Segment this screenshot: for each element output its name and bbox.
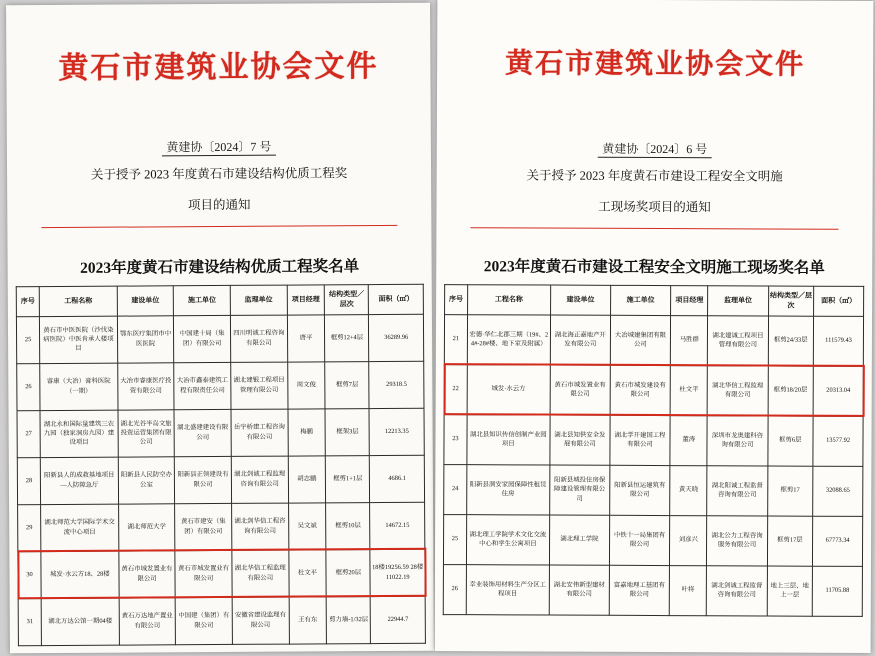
document-number-text: 黄建协〔2024〕7 号: [162, 140, 275, 157]
cell-no: 26: [17, 363, 40, 410]
cell-builder: 黄石市城发建设有限公司: [610, 365, 670, 415]
cell-supervisor: 湖北华信工程监理有限公司: [232, 550, 289, 597]
cell-builder: 湖北盛建建设有限公司: [174, 409, 231, 456]
cell-no: 26: [443, 564, 466, 614]
cell-project: 宏德·华仁北郡三期（19#、24#-28#楼、地下室及附属）: [467, 314, 550, 364]
cell-project: 湖北万达公馆一期04楼: [41, 598, 119, 645]
cell-supervisor: 岳宇桥建工程咨询有限公司: [231, 409, 288, 456]
cell-owner: 湖北理工学院: [549, 515, 609, 565]
document-subject-line-1: 关于授予 2023 年度黄石市建设工程安全文明施: [526, 168, 783, 184]
cell-owner: 湖北海正嘉地产开发有限公司: [550, 315, 610, 365]
cell-no: 25: [16, 316, 39, 363]
table-header-row: [16, 285, 423, 317]
column-header: 序号: [445, 285, 468, 314]
cell-structure: 框剪20层: [326, 549, 370, 596]
cell-supervisor: 湖北建诚工程项目管理有限公司: [708, 315, 768, 365]
table-row: [17, 455, 424, 504]
cell-supervisor: 湖北阳诚工程监督咨询有限公司: [707, 465, 767, 515]
cell-manager: 马胜群: [670, 315, 708, 365]
cell-no: 28: [17, 457, 40, 504]
column-header: 施工单位: [610, 286, 670, 316]
cell-project: 湖北理工学院学术文化交流中心和学生公寓项目: [466, 514, 549, 564]
column-header: 建设单位: [550, 285, 610, 315]
cell-structure: 框剪10层: [326, 502, 370, 549]
table-header-row: [445, 285, 864, 316]
document-left: [6, 3, 434, 654]
column-header: 结构类型／层次: [325, 285, 369, 315]
table-row: [17, 361, 424, 410]
table-row: [18, 502, 425, 551]
awards-table-right: [443, 284, 864, 616]
cell-no: 23: [444, 414, 467, 464]
cell-structure: 框剪12+4层: [325, 314, 369, 361]
cell-manager: 周文俊: [287, 361, 325, 408]
cell-manager: 胡志鹏: [288, 455, 326, 502]
cell-supervisor: 湖北剑诚工程监督咨询有限公司: [707, 565, 767, 615]
cell-owner: 湖北师范大学: [118, 503, 175, 550]
cell-no: 21: [444, 314, 467, 364]
cell-manager: 唐平: [287, 314, 325, 361]
cell-manager: 董涛: [670, 415, 708, 465]
red-divider-rule: [41, 225, 397, 228]
cell-structure: 框剪1+1层: [326, 455, 370, 502]
cell-owner: 湖北安伟新型建材有限公司: [549, 565, 609, 615]
cell-area: 29318.5: [369, 361, 424, 408]
cell-project: 湖北师范大学国际学术交流中心项目: [41, 504, 119, 551]
cell-manager: 杜文平: [670, 365, 708, 415]
cell-supervisor: 湖北公力工程咨询服务有限公司: [707, 515, 767, 565]
cell-structure: 框剪24/33层: [768, 316, 814, 366]
cell-project: 湖北县知识传信创制产业园项目: [467, 414, 550, 464]
cell-supervisor: 湖北建银工程项目管理有限公司: [231, 362, 288, 409]
cell-owner: 阳新县城投住房保障建设管理有限公司: [549, 465, 609, 515]
cell-builder: 黄石市城发置业有限公司: [175, 550, 232, 597]
table-caption-right: 2023年度黄石市建设工程安全文明施工现场奖名单: [483, 258, 825, 277]
cell-structure: 框剪7层: [325, 361, 369, 408]
cell-owner: 大冶市睿康医疗投资有限公司: [117, 362, 174, 409]
cell-area: 13577.92: [813, 416, 863, 466]
table-caption-left: 2023年度黄石市建设结构优质工程奖名单: [80, 258, 360, 278]
cell-no: 27: [17, 410, 40, 457]
table-row: [16, 314, 423, 363]
cell-no: 25: [443, 514, 466, 564]
table-row-highlighted: [444, 364, 863, 416]
cell-manager: 吴文斌: [288, 502, 326, 549]
cell-owner: 湖北光谷半岛文旅投资运营集团有限公司: [118, 409, 175, 456]
cell-area: 4686.1: [370, 455, 425, 502]
column-header: 监理单位: [230, 285, 287, 315]
column-header: 施工单位: [174, 286, 231, 316]
table-row: [444, 314, 863, 366]
document-number: [437, 139, 873, 158]
cell-no: 31: [18, 598, 41, 645]
cell-project: 黄石市中医医院（沙伐染病医院）中医肯承人楼项目: [39, 316, 117, 363]
cell-builder: 湖北学开建国工程有限公司: [610, 415, 670, 465]
awards-table-left: [16, 284, 426, 646]
document-subject-line-1: 关于授予 2023 年度黄石市建设结构优质工程奖: [90, 166, 348, 182]
document-number: [7, 137, 431, 157]
cell-area: 32088.65: [813, 466, 863, 516]
cell-area: 11705.88: [812, 566, 862, 616]
cell-no: 24: [444, 464, 467, 514]
cell-manager: 杜文平: [288, 549, 326, 596]
column-header: 项目经理: [287, 285, 325, 315]
cell-project: 湖北永和国际量建筑三农九园（独家洞房九园）建设项目: [40, 410, 118, 457]
cell-area: 36289.96: [369, 314, 424, 361]
cell-owner: 黄石市城发置业有限公司: [119, 550, 176, 597]
cell-project: 城发·水云方18、28楼: [41, 551, 119, 598]
cell-structure: 框剪17层: [767, 516, 813, 566]
cell-builder: 大冶城建集团有限公司: [610, 315, 670, 365]
column-header: 结构类型／层次: [768, 286, 814, 315]
cell-project: 城发·水云方: [467, 364, 550, 414]
cell-manager: 梅鹏: [288, 408, 326, 455]
cell-project: 阳新县人的成救基地项目—人防隙急厅: [40, 457, 118, 504]
cell-builder: 大冶市鑫泰建筑工程有限责任公司: [174, 362, 231, 409]
table-row: [443, 514, 862, 566]
cell-builder: 富嘉地理工基团有限公司: [609, 565, 669, 615]
column-header: 项目经理: [671, 286, 708, 315]
cell-area: 111579.43: [813, 316, 863, 366]
table-row: [444, 414, 863, 466]
cell-builder: 中国建（集团）有限公司: [175, 597, 232, 644]
cell-builder: 阳新县恒运建筑有限公司: [610, 465, 670, 515]
cell-project: 阳新县洞安家园保障性租赁住房: [466, 464, 549, 514]
cell-builder: 中国建十局（集团）有限公司: [174, 315, 231, 362]
column-header: 建设单位: [117, 286, 174, 316]
cell-structure: 框架3层: [325, 408, 369, 455]
red-divider-rule: [470, 227, 838, 230]
cell-manager: 王有东: [289, 596, 327, 643]
document-header-title: 黄石市建筑业协会文件: [58, 50, 379, 85]
cell-builder: 中铁十一局集团有限公司: [609, 515, 669, 565]
table-row: [18, 596, 425, 645]
cell-supervisor: 湖北剑华信工程咨询有限公司: [232, 503, 289, 550]
cell-area: 67773.34: [813, 516, 863, 566]
table-row: [17, 408, 424, 457]
cell-supervisor: 安徽省建设监理有限公司: [232, 597, 289, 644]
cell-no: 22: [444, 364, 467, 414]
cell-area: 12213.35: [369, 408, 424, 455]
document-subject-line-2: 项目的通知: [187, 197, 251, 213]
column-header: 序号: [16, 287, 39, 316]
cell-structure: 框剪18/20层: [768, 366, 814, 416]
cell-project: 幸业装饰用材料生产分区工程项目: [466, 564, 549, 614]
document-number-text: 黄建协〔2024〕6 号: [598, 142, 711, 158]
cell-area: 20313.04: [813, 366, 863, 416]
cell-owner: 湖北县知供安全发展有限公司: [550, 415, 610, 465]
cell-builder: 黄石市建安（集团）有限公司: [175, 503, 232, 550]
column-header: 面积（㎡）: [369, 285, 424, 315]
table-row: [443, 564, 862, 616]
cell-no: 30: [18, 551, 41, 598]
cell-owner: 鄂东医疗集团市中医医院: [117, 315, 174, 362]
document-subject-line-2: 工现场奖项目的通知: [598, 199, 711, 215]
cell-structure: 框剪17: [767, 466, 813, 516]
cell-area: 22944.7: [371, 596, 426, 643]
cell-supervisor: 湖北剑诚工程监理咨询有限公司: [231, 456, 288, 503]
table-row-highlighted: [18, 549, 425, 598]
cell-structure: 剪力墙-1/32层: [326, 596, 370, 643]
table-row: [444, 464, 863, 516]
cell-owner: 阳新县人民防空办公室: [118, 456, 175, 503]
cell-manager: 叶将: [669, 565, 707, 615]
column-header: 工程名称: [467, 285, 550, 315]
column-header: 监理单位: [708, 286, 768, 316]
cell-manager: 刘彦兴: [670, 515, 708, 565]
cell-no: 29: [18, 504, 41, 551]
column-header: 面积（㎡）: [814, 286, 864, 315]
cell-owner: 黄石万达地产置业有限公司: [119, 597, 176, 644]
document-right: [435, 0, 874, 653]
cell-supervisor: 湖北华信工程监理有限公司: [708, 365, 768, 415]
cell-owner: 黄石市城发置业有限公司: [550, 365, 610, 415]
cell-manager: 黄天晓: [670, 465, 708, 515]
cell-area: 18楼19256.59 28楼11022.19: [370, 549, 425, 596]
cell-supervisor: 四川明诚工程咨询有限公司: [230, 315, 287, 362]
cell-project: 睿康（大冶）膏科医院（一期）: [40, 363, 118, 410]
cell-builder: 阳新县正领建设有限公司: [175, 456, 232, 503]
cell-structure: 地上三层、地上一层: [767, 566, 813, 616]
cell-structure: 框剪6层: [767, 416, 813, 466]
column-header: 工程名称: [39, 286, 117, 316]
cell-supervisor: 深圳市龙奥建科咨询有限公司: [707, 415, 767, 465]
document-header-title: 黄石市建筑业协会文件: [505, 48, 806, 81]
cell-area: 14672.15: [370, 502, 425, 549]
